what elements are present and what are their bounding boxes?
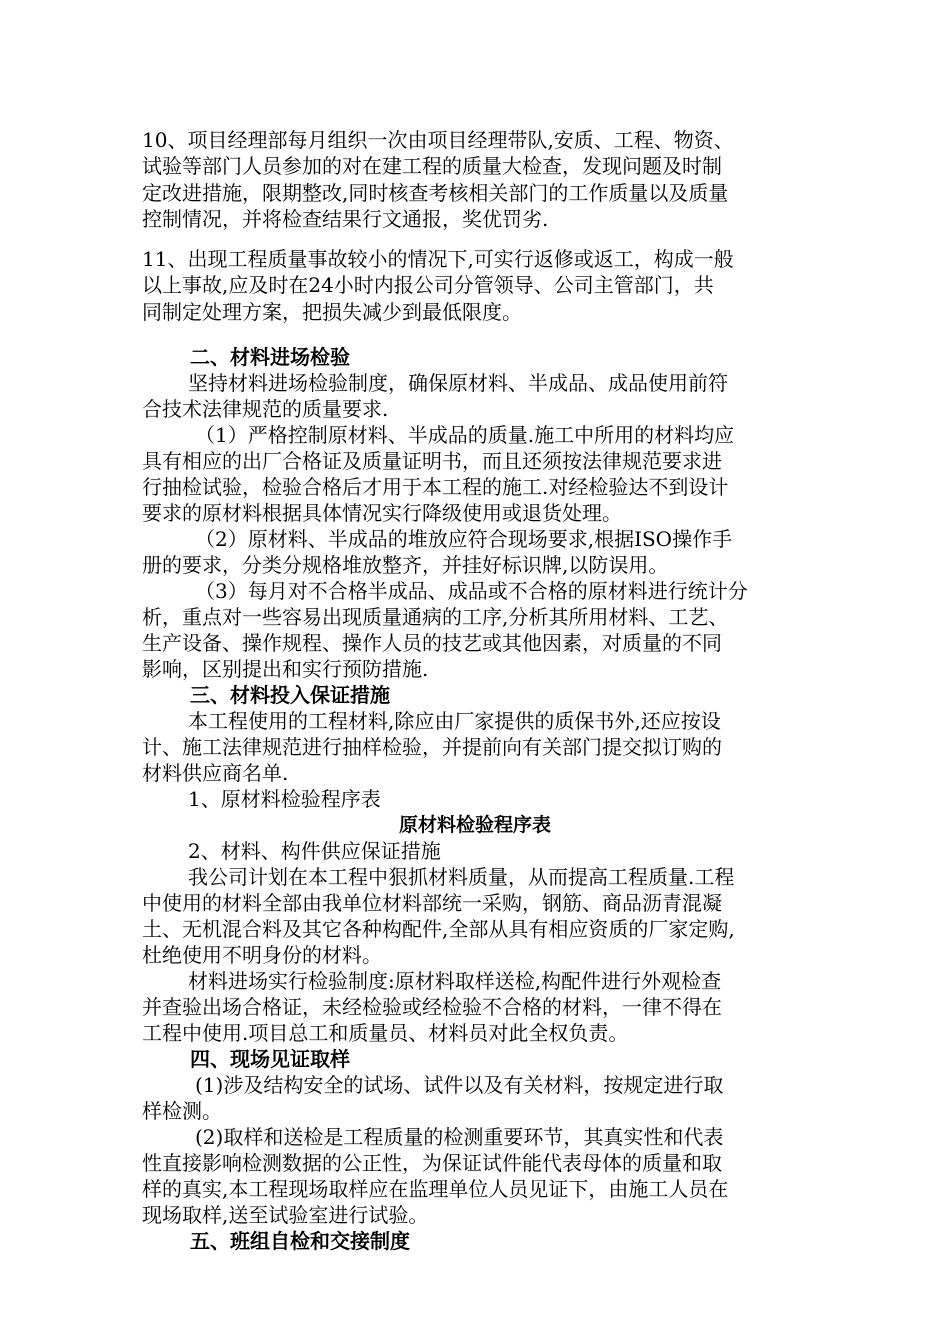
section-2-item-1-line-3: 行抽检试验，检验合格后才用于本工程的施工.对经检验达不到设计 (142, 475, 729, 499)
paragraph-11-line-1: 11、出现工程质量事故较小的情况下,可实行返修或返工，构成一般 (142, 247, 734, 271)
section-2-item-3-line-3: 生产设备、操作规程、操作人员的技艺或其他因素，对质量的不同 (142, 631, 722, 655)
section-3-para-1-line-2: 中使用的材料全部由我单位材料部统一采购，钢筋、商品沥青混凝 (142, 891, 722, 915)
section-4-item-2-line-2: 性直接影响检测数据的公正性，为保证试件能代表母体的质量和取 (142, 1151, 722, 1175)
section-3-intro-line-3: 材料供应商名单. (142, 761, 289, 785)
paragraph-11-line-2: 以上事故,应及时在24小时内报公司分管领导、公司主管部门，共 (142, 273, 714, 297)
section-4-heading: 四、现场见证取样 (190, 1047, 350, 1071)
section-3-para-2-line-1: 材料进场实行检验制度:原材料取样送检,构配件进行外观检查 (188, 969, 722, 993)
section-2-item-1-line-2: 具有相应的出厂合格证及质量证明书，而且还须按法律规范要求进 (142, 449, 722, 473)
section-2-intro-line-2: 合技术法律规范的质量要求. (142, 397, 389, 421)
section-2-item-1-line-1: （1）严格控制原材料、半成品的质量.施工中所用的材料均应 (195, 423, 735, 447)
paragraph-10-line-4: 控制情况，并将检查结果行文通报，奖优罚劣. (142, 207, 549, 231)
paragraph-11-line-3: 同制定处理方案，把损失减少到最低限度。 (142, 300, 522, 324)
section-2-item-3-line-1: （3）每月对不合格半成品、成品或不合格的原材料进行统计分 (195, 579, 748, 603)
table-title: 原材料检验程序表 (398, 814, 551, 836)
section-3-intro-line-2: 计、施工法律规范进行抽样检验，并提前向有关部门提交拟订购的 (142, 735, 722, 759)
section-5-heading: 五、班组自检和交接制度 (190, 1229, 410, 1253)
section-3-sub-1: 1、原材料检验程序表 (188, 787, 381, 811)
section-2-item-2-line-1: （2）原材料、半成品的堆放应符合现场要求,根据ISO操作手 (195, 527, 733, 551)
section-3-intro-line-1: 本工程使用的工程材料,除应由厂家提供的质保书外,还应按设 (188, 709, 721, 733)
section-3-heading: 三、材料投入保证措施 (190, 683, 390, 707)
section-3-sub-2: 2、材料、构件供应保证措施 (188, 839, 441, 863)
section-3-para-2-line-2: 并查验出场合格证，未经检验或经检验不合格的材料，一律不得在 (142, 995, 722, 1019)
section-3-para-2-line-3: 工程中使用.项目总工和质量员、材料员对此全权负责。 (142, 1021, 629, 1045)
section-4-item-1-line-1: (1)涉及结构安全的试场、试件以及有关材料，按规定进行取 (195, 1073, 724, 1097)
section-4-item-1-line-2: 样检测。 (142, 1099, 222, 1123)
section-2-heading: 二、材料进场检验 (190, 345, 350, 369)
paragraph-10-line-3: 定改进措施，限期整改,同时核查考核相关部门的工作质量以及质量 (142, 181, 729, 205)
section-3-para-1-line-4: 杜绝使用不明身份的材料。 (142, 943, 382, 967)
section-4-item-2-line-3: 样的真实,本工程现场取样应在监理单位人员见证下，由施工人员在 (142, 1177, 729, 1201)
paragraph-10-line-1: 10、项目经理部每月组织一次由项目经理带队,安质、工程、物资、 (142, 128, 734, 152)
section-4-item-2-line-4: 现场取样,送至试验室进行试验。 (142, 1203, 429, 1227)
section-4-item-2-line-1: (2)取样和送检是工程质量的检测重要环节，其真实性和代表 (195, 1125, 724, 1149)
section-2-item-3-line-2: 析，重点对一些容易出现质量通病的工序,分析其所用材料、工艺、 (142, 605, 729, 629)
section-3-para-1-line-1: 我公司计划在本工程中狠抓材料质量，从而提高工程质量.工程 (188, 865, 735, 889)
section-2-item-1-line-4: 要求的原材料根据具体情况实行降级使用或退货处理。 (142, 501, 622, 525)
section-3-para-1-line-3: 土、无机混合料及其它各种构配件,全部从具有相应资质的厂家定购, (142, 917, 735, 941)
section-2-item-2-line-2: 册的要求，分类分规格堆放整齐，并挂好标识牌,以防误用。 (142, 553, 669, 577)
paragraph-10-line-2: 试验等部门人员参加的对在建工程的质量大检查，发现问题及时制 (142, 154, 722, 178)
section-2-intro-line-1: 坚持材料进场检验制度，确保原材料、半成品、成品使用前符 (188, 371, 728, 395)
section-2-item-3-line-4: 影响，区别提出和实行预防措施. (142, 657, 429, 681)
